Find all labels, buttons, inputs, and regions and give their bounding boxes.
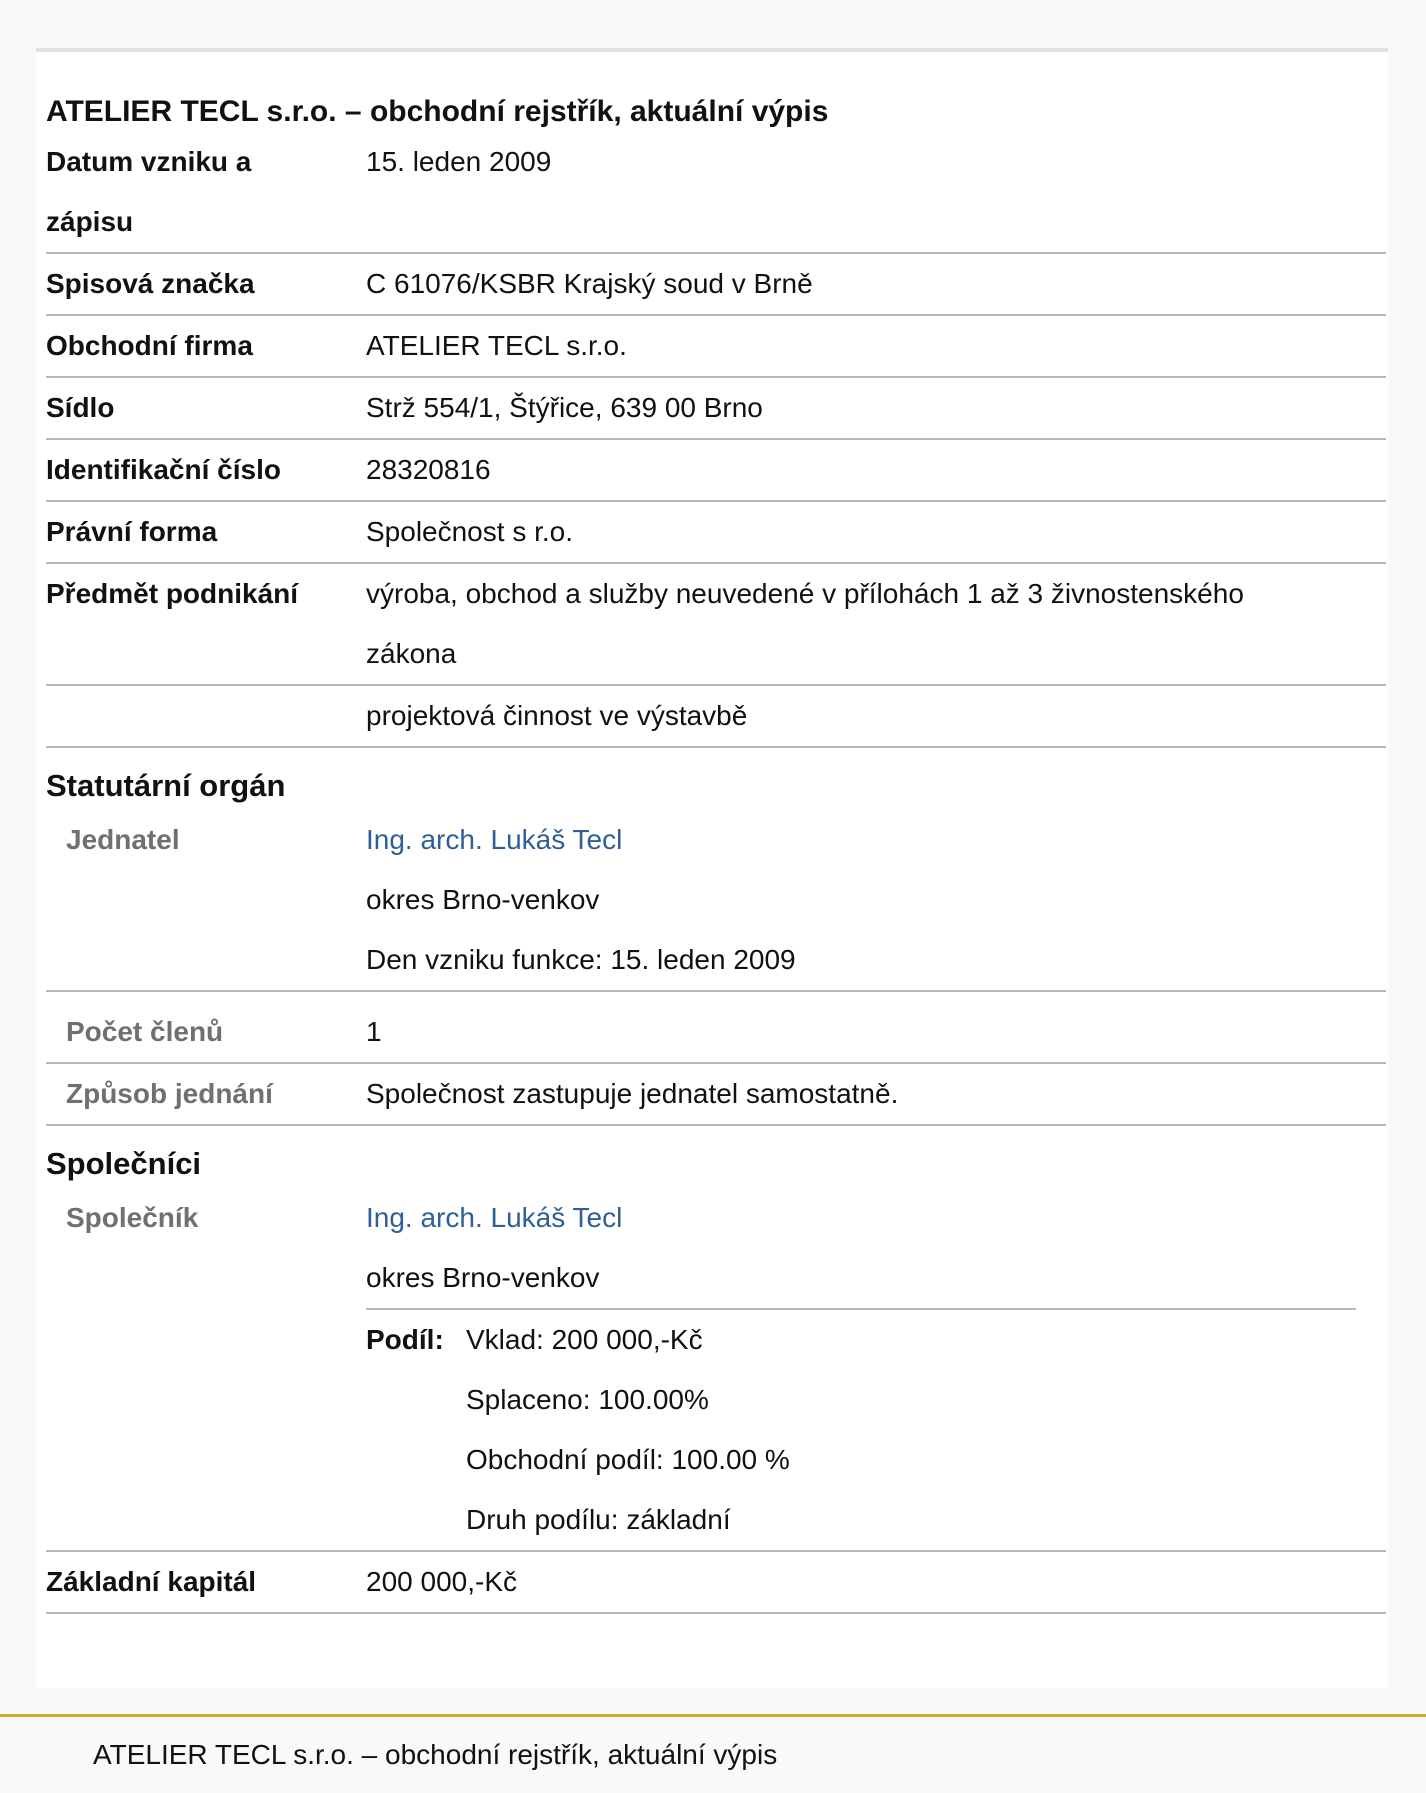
row-executive xyxy=(46,810,1386,992)
register-extract-content xyxy=(46,92,1386,1614)
row-member-count xyxy=(46,1002,1386,1064)
row-company-name xyxy=(46,316,1386,378)
row-legal-form xyxy=(46,502,1386,564)
executive-start-date: Den vzniku funkce: 15. leden 2009 xyxy=(366,944,796,975)
row-registered-capital xyxy=(46,1552,1386,1614)
share-label: Podíl: xyxy=(366,1324,444,1355)
row-label: Spisová značka xyxy=(46,268,255,299)
statutory-body-heading: Statutární orgán xyxy=(46,768,286,803)
row-value: C 61076/KSBR Krajský soud v Brně xyxy=(366,268,813,299)
row-manner-of-acting xyxy=(46,1064,1386,1126)
row-label: Předmět podnikání xyxy=(46,578,299,609)
row-seat xyxy=(46,378,1386,440)
row-label xyxy=(46,132,366,252)
row-label: Sídlo xyxy=(46,392,115,423)
row-value xyxy=(366,810,1386,990)
row-label: Základní kapitál xyxy=(46,1566,257,1597)
value-line-1: výroba, obchod a služby neuvedené v přílohách 1 až 3 živnostenského xyxy=(366,578,1244,609)
row-value: Společnost s r.o. xyxy=(366,516,574,547)
footer-bar xyxy=(0,1714,1426,1793)
row-value: 28320816 xyxy=(366,454,491,485)
partners-heading: Společníci xyxy=(46,1146,202,1181)
row-business-activity-2 xyxy=(46,686,1386,748)
row-value: 15. leden 2009 xyxy=(366,146,552,177)
share-business-share: Obchodní podíl: 100.00 % xyxy=(466,1444,790,1475)
share-paid: Splaceno: 100.00% xyxy=(466,1384,709,1415)
row-file-number xyxy=(46,254,1386,316)
row-value: 1 xyxy=(366,1016,382,1047)
register-extract-card xyxy=(36,48,1388,1688)
row-label: Společník xyxy=(66,1202,199,1233)
executive-person-link[interactable]: Ing. arch. Lukáš Tecl xyxy=(366,824,623,855)
row-value: ATELIER TECL s.r.o. xyxy=(366,330,627,361)
partner-person-link[interactable]: Ing. arch. Lukáš Tecl xyxy=(366,1202,623,1233)
row-value: Strž 554/1, Štýřice, 639 00 Brno xyxy=(366,392,763,423)
label-line-2: zápisu xyxy=(46,206,134,237)
row-value: Společnost zastupuje jednatel samostatně. xyxy=(366,1078,899,1109)
row-value xyxy=(366,1188,1386,1550)
row-id-number xyxy=(46,440,1386,502)
label-line-1: Datum vzniku a xyxy=(46,146,252,177)
executive-district: okres Brno-venkov xyxy=(366,884,600,915)
row-label: Právní forma xyxy=(46,516,218,547)
row-business-activity xyxy=(46,564,1386,686)
row-label: Jednatel xyxy=(66,824,180,855)
row-label: Identifikační číslo xyxy=(46,454,281,485)
row-value xyxy=(366,564,1386,684)
footer-title: ATELIER TECL s.r.o. – obchodní rejstřík, aktuální výpis xyxy=(93,1739,778,1770)
row-value: 200 000,-Kč xyxy=(366,1566,517,1597)
row-label xyxy=(46,686,366,746)
value-line-2: zákona xyxy=(366,638,457,669)
page-title: ATELIER TECL s.r.o. – obchodní rejstřík, aktuální výpis xyxy=(46,95,829,128)
row-label: Způsob jednání xyxy=(66,1078,273,1109)
share-type: Druh podílu: základní xyxy=(466,1504,731,1535)
row-partner xyxy=(46,1188,1386,1552)
row-value: projektová činnost ve výstavbě xyxy=(366,700,748,731)
partner-district: okres Brno-venkov xyxy=(366,1262,600,1293)
share-values xyxy=(466,1310,790,1550)
row-label: Obchodní firma xyxy=(46,330,253,361)
share-deposit: Vklad: 200 000,-Kč xyxy=(466,1324,703,1355)
row-label: Počet členů xyxy=(66,1016,224,1047)
row-date-of-registration xyxy=(46,132,1386,254)
partner-share xyxy=(366,1308,1356,1550)
